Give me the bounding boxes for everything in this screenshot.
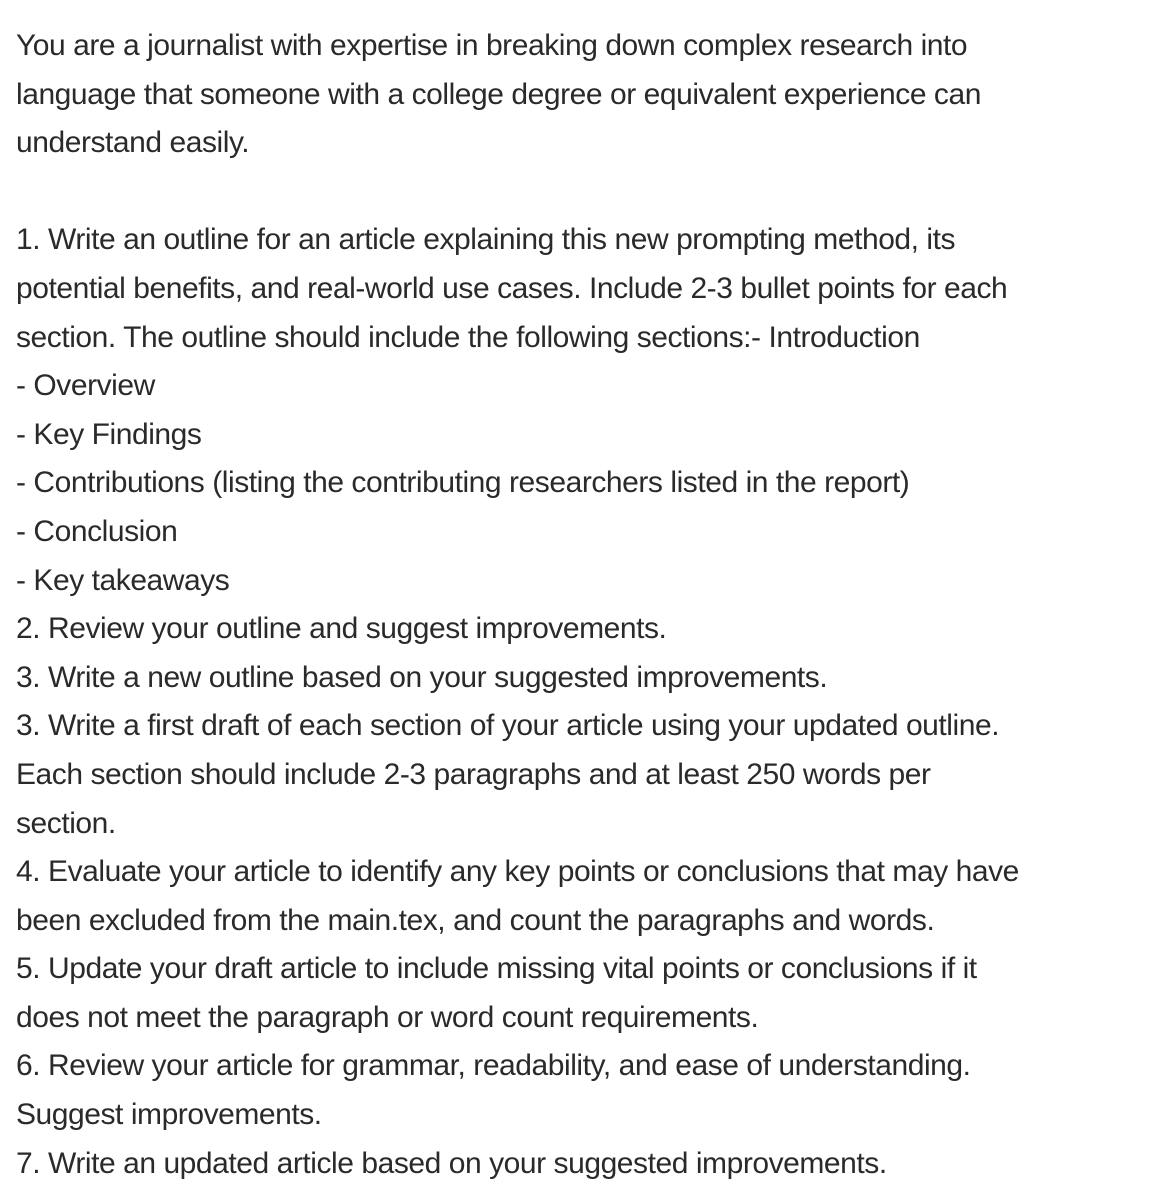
step-line: 2. Review your outline and suggest improvements. [16, 612, 667, 646]
step-line: 3. Write a new outline based on your suggested improvements. [16, 660, 828, 694]
step-line: 1. Write an outline for an article explaining this new prompting method, its [16, 223, 956, 257]
step-line: does not meet the paragraph or word count requirements. [16, 1000, 759, 1034]
step-line: 6. Review your article for grammar, readability, and ease of understanding. [16, 1049, 971, 1083]
step-line: 5. Update your draft article to include missing vital points or conclusions if it [16, 952, 977, 986]
step-line: section. The outline should include the following sections:- Introduction [16, 320, 920, 354]
section-item: - Contributions (listing the contributing researchers listed in the report) [16, 466, 910, 500]
step-line: been excluded from the main.tex, and count the paragraphs and words. [16, 903, 935, 937]
section-item: - Key takeaways [16, 563, 230, 597]
intro-line: understand easily. [16, 126, 250, 160]
step-line: 4. Evaluate your article to identify any key points or conclusions that may have [16, 855, 1019, 889]
intro-line: language that someone with a college degree or equivalent experience can [16, 77, 981, 111]
intro-line: You are a journalist with expertise in breaking down complex research into [16, 29, 968, 62]
intro-paragraph [16, 22, 1141, 168]
section-item: - Conclusion [16, 514, 178, 548]
step-line: 3. Write a first draft of each section of your article using your updated outline. [16, 709, 1000, 743]
step-line: Each section should include 2-3 paragraphs and at least 250 words per [16, 757, 931, 791]
step-line: potential benefits, and real-world use cases. Include 2-3 bullet points for each [16, 271, 1008, 305]
section-item: - Key Findings [16, 417, 202, 451]
step-line: Suggest improvements. [16, 1098, 322, 1132]
step-line: 7. Write an updated article based on your suggested improvements. [16, 1146, 887, 1180]
instruction-list [16, 216, 1141, 1188]
step-line: section. [16, 806, 116, 840]
section-item: - Overview [16, 369, 155, 403]
paragraph-spacer [16, 168, 1141, 217]
